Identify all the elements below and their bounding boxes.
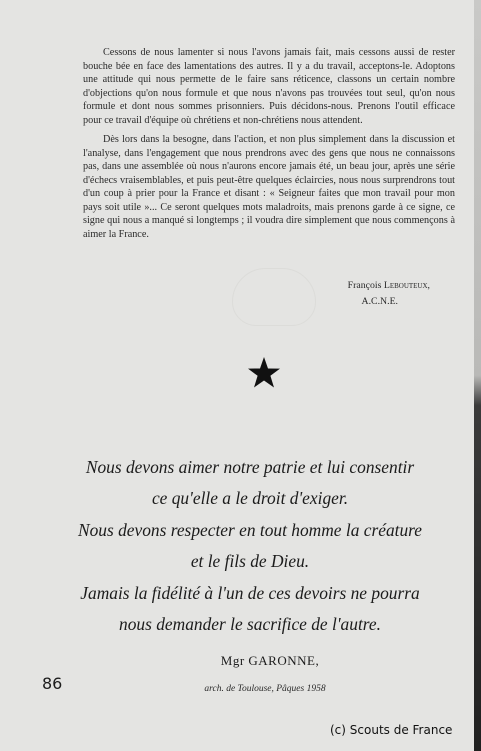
quote-line: nous demander le sacrifice de l'autre.: [119, 613, 381, 634]
signature-name: [0, 280, 430, 291]
signature-first-name: François: [347, 280, 382, 291]
quote-author-detail: arch. de Toulouse, Pâques 1958: [204, 684, 326, 694]
quote-line: Jamais la fidélité à l'un de ces devoirs ne pourra: [80, 582, 420, 603]
quote-line: ce qu'elle a le droit d'exiger.: [151, 488, 349, 509]
star-icon: [247, 356, 281, 390]
page-number: 86: [42, 674, 63, 693]
copyright-notice: (c) Scouts de France: [330, 723, 453, 737]
quote-author: Mgr GARONNE,: [220, 653, 320, 668]
article-paragraph: Cessons de nous lamenter si nous l'avons jamais fait, mais cessons aussi de rester bouche bée en face des lamentations des autres. Il y a du travail, acceptons-le. Adoptons une attitude qui nous permette de le faire sans réticence, classons un certain nombre d'objections qu'on nous formule et que nous n'avons pas trouvées tout seul, qu'on nous formule et dont nous sommes prisonniers. Puis décidons-nous. Prenons l'outil efficace pour ce travail d'équipe où chrétiens et non-chrétiens nous attendent.: [83, 47, 455, 126]
signature-organization: A.C.N.E.: [361, 296, 398, 307]
quote-line: et le fils de Dieu.: [190, 551, 310, 572]
quote-block: [60, 453, 440, 641]
article-body: [83, 46, 455, 247]
quote-line: Nous devons aimer notre patrie et lui consentir: [85, 457, 415, 477]
quote-line: Nous devons respecter en tout homme la créature: [77, 519, 423, 540]
signature-last-name: Lebouteux,: [383, 280, 430, 291]
article-paragraph: Dès lors dans la besogne, dans l'action, et non plus simplement dans la discussion et l'analyse, dans l'engagement que nous prendrons avec des gens que nous ne connaissons pas, dans une assemblée où nous n'aurons encore jamais été, un beau jour, après une série d'échecs vraisemblables, et puis peut-être quelques éclaircies, nous nous surprendrons tout d'un coup à prier pour la France et disant : « Seigneur faites que mon travail pour mon pays soit utile »... Ce seront quelques mots maladroits, mais prenons garde à ce signe, ce signe qui nous a manqué si longtemps ; il voudra dire simplement que nous commençons à aimer la France.: [83, 134, 455, 240]
page-edge: [474, 0, 481, 751]
